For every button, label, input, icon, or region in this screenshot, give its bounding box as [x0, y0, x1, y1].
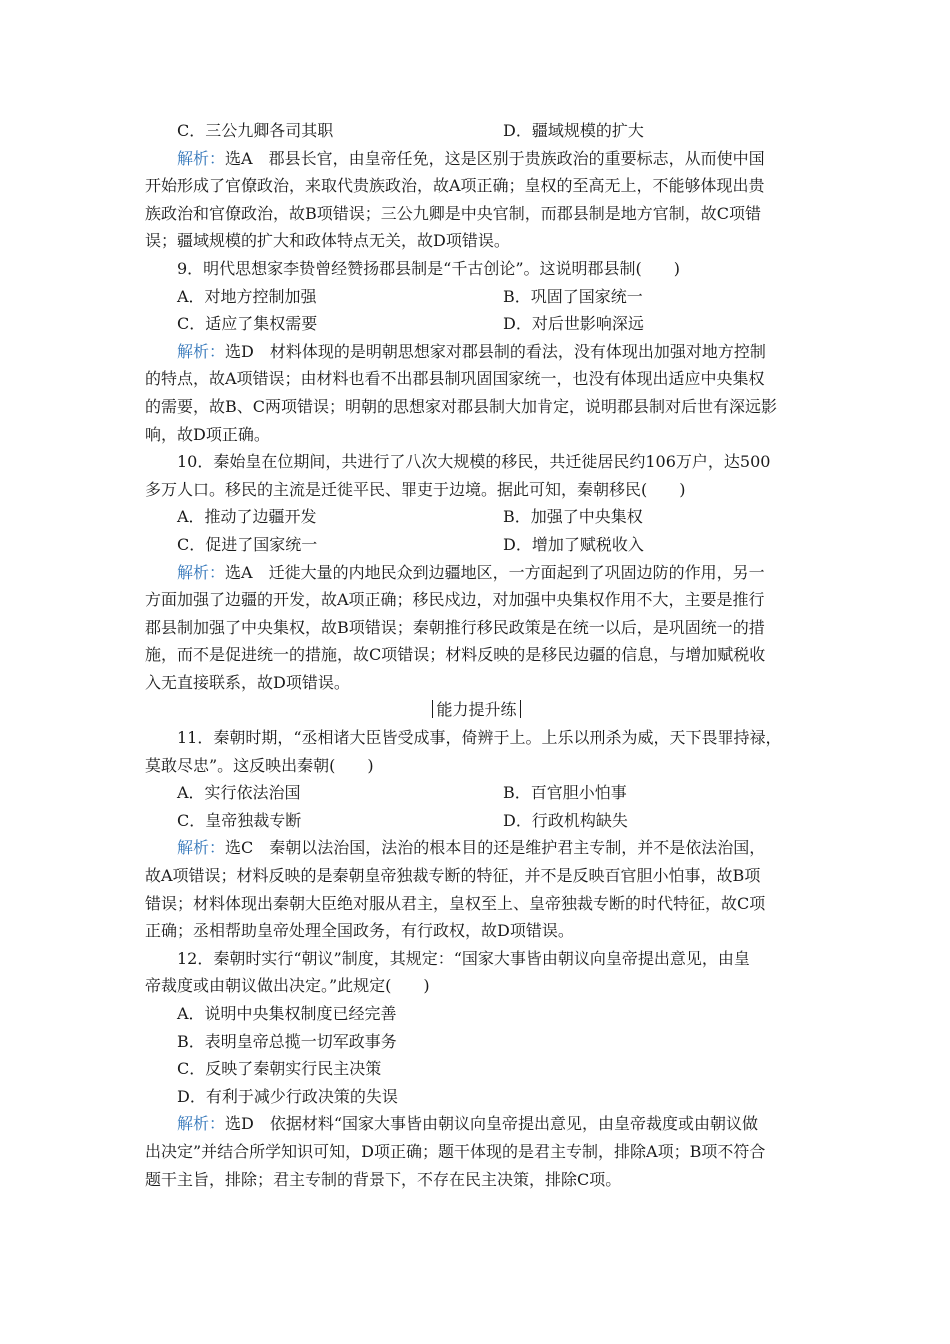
q10-stem-line-1: 10．秦始皇在位期间，共进行了八次大规模的移民，共迁徙居民约106万户，达500	[177, 452, 771, 472]
q10-analysis-line-3: 郡县制加强了中央集权，故B项错误；秦朝推行移民政策是在统一以后，是巩固统一的措	[145, 617, 765, 637]
q12-analysis-line-3: 题干主旨，排除；君主专制的背景下，不存在民主决策，排除C项。	[145, 1169, 622, 1189]
q11-option-a: A．实行依法治国	[177, 783, 301, 803]
q10-option-b: B．加强了中央集权	[503, 507, 643, 527]
q11-analysis-line-4: 正确；丞相帮助皇帝处理全国政务，有行政权，故D项错误。	[145, 921, 574, 941]
q10-stem-line-2: 多万人口。移民的主流是迁徙平民、罪吏于边境。据此可知，秦朝移民( )	[145, 479, 686, 499]
q10-options-row-1	[145, 503, 808, 531]
q10-option-d: D．增加了赋税收入	[503, 534, 644, 554]
q8-analysis-line-4: 误；疆域规模的扩大和政体特点无关，故D项错误。	[145, 231, 510, 251]
q9-analysis-text-1: 选D 材料体现的是明朝思想家对郡县制的看法，没有体现出加强对地方控制	[225, 341, 766, 361]
q10-option-c: C．促进了国家统一	[177, 534, 318, 554]
page-content	[145, 117, 808, 1193]
q12-stem-line-1: 12．秦朝时实行“朝议”制度，其规定：“国家大事皆由朝议向皇帝提出意见，由皇	[177, 948, 750, 968]
q11-options-row-2	[145, 807, 808, 835]
q9-analysis-line-1	[145, 338, 808, 366]
q12-stem-line-2: 帝裁度或由朝议做出决定。”此规定( )	[145, 976, 430, 996]
q12-option-d: D．有利于减少行政决策的失误	[177, 1086, 398, 1106]
q9-options-row-2	[145, 310, 808, 338]
q11-option-b: B．百官胆小怕事	[503, 783, 627, 803]
q8-analysis-label: 解析：	[177, 148, 226, 168]
q9-analysis-label: 解析：	[177, 341, 226, 361]
q10-options-row-2	[145, 531, 808, 559]
q12-option-a: A．说明中央集权制度已经完善	[177, 1004, 397, 1023]
q10-analysis-line-2: 方面加强了边疆的开发，故A项正确；移民戍边，对加强中央集权作用不大，主要是推行	[145, 590, 765, 610]
q9-analysis-line-2: 的特点，故A项错误；由材料也看不出郡县制巩固国家统一，也没有体现出适应中央集权	[145, 369, 765, 389]
q12-analysis-line-1	[145, 1110, 808, 1138]
q8-options-row-2	[145, 117, 808, 145]
q10-option-a: A．推动了边疆开发	[177, 507, 317, 527]
q10-analysis-label: 解析：	[177, 562, 226, 582]
q8-analysis-text-1: 选A 郡县长官，由皇帝任免，这是区别于贵族政治的重要标志，从而使中国	[225, 148, 765, 168]
q10-analysis-line-5: 入无直接联系，故D项错误。	[145, 672, 350, 692]
q10-analysis-text-1: 选A 迁徙大量的内地民众到边疆地区，一方面起到了巩固边防的作用，另一	[225, 562, 765, 582]
q12-analysis-line-2: 出决定”并结合所学知识可知，D项正确；题干体现的是君主专制，排除A项；B项不符合	[145, 1141, 766, 1161]
section-bar-right	[520, 700, 521, 718]
section-title-text: 能力提升练	[436, 700, 517, 720]
q11-analysis-label: 解析：	[177, 838, 226, 858]
q8-analysis-line-3: 族政治和官僚政治，故B项错误；三公九卿是中央官制，而郡县制是地方官制，故C项错	[145, 203, 762, 223]
q11-option-c: C．皇帝独裁专断	[177, 810, 302, 830]
q12-option-c: C．反映了秦朝实行民主决策	[177, 1059, 382, 1079]
q8-option-d: D．疆域规模的扩大	[503, 121, 644, 140]
q11-analysis-text-1: 选C 秦朝以法治国，法治的根本目的还是维护君主专制，并不是依法治国，	[225, 838, 766, 858]
section-bar-left	[432, 700, 433, 718]
q8-analysis-line-2: 开始形成了官僚政治，来取代贵族政治，故A项正确；皇权的至高无上，不能够体现出贵	[145, 176, 765, 196]
q9-option-c: C．适应了集权需要	[177, 314, 318, 334]
q9-option-a: A．对地方控制加强	[177, 286, 317, 306]
section-title	[145, 696, 808, 724]
q9-analysis-line-3: 的需要，故B、C两项错误；明朝的思想家对郡县制大加肯定，说明郡县制对后世有深远影	[145, 396, 778, 416]
q11-analysis-line-1	[145, 834, 808, 862]
q9-stem-line-1: 9．明代思想家李贽曾经赞扬郡县制是“千古创论”。这说明郡县制( )	[177, 258, 681, 278]
q11-stem-line-1: 11．秦朝时期，“丞相诸大臣皆受成事，倚辨于上。上乐以刑杀为威，天下畏罪持禄，	[177, 728, 782, 748]
q12-option-b: B．表明皇帝总揽一切军政事务	[177, 1031, 397, 1051]
q12-analysis-label: 解析：	[177, 1114, 226, 1134]
q11-stem-line-2: 莫敢尽忠”。这反映出秦朝( )	[145, 755, 374, 775]
q10-analysis-line-1	[145, 559, 808, 587]
q11-option-d: D．行政机构缺失	[503, 810, 628, 830]
q8-option-c: C．三公九卿各司其职	[177, 121, 334, 140]
q9-option-b: B．巩固了国家统一	[503, 286, 643, 306]
q9-options-row-1	[145, 283, 808, 311]
q8-analysis-line-1	[145, 145, 808, 173]
q9-analysis-line-4: 响，故D项正确。	[145, 424, 270, 444]
q11-analysis-line-3: 错误；材料体现出秦朝大臣绝对服从君主，皇权至上、皇帝独裁专断的时代特征，故C项	[145, 893, 766, 913]
q11-options-row-1	[145, 779, 808, 807]
q10-analysis-line-4: 施，而不是促进统一的措施，故C项错误；材料反映的是移民边疆的信息，与增加赋税收	[145, 645, 766, 665]
q12-analysis-text-1: 选D 依据材料“国家大事皆由朝议向皇帝提出意见，由皇帝裁度或由朝议做	[225, 1114, 759, 1134]
q11-analysis-line-2: 故A项错误；材料反映的是秦朝皇帝独裁专断的特征，并不是反映百官胆小怕事，故B项	[145, 866, 761, 886]
q9-option-d: D．对后世影响深远	[503, 314, 644, 334]
